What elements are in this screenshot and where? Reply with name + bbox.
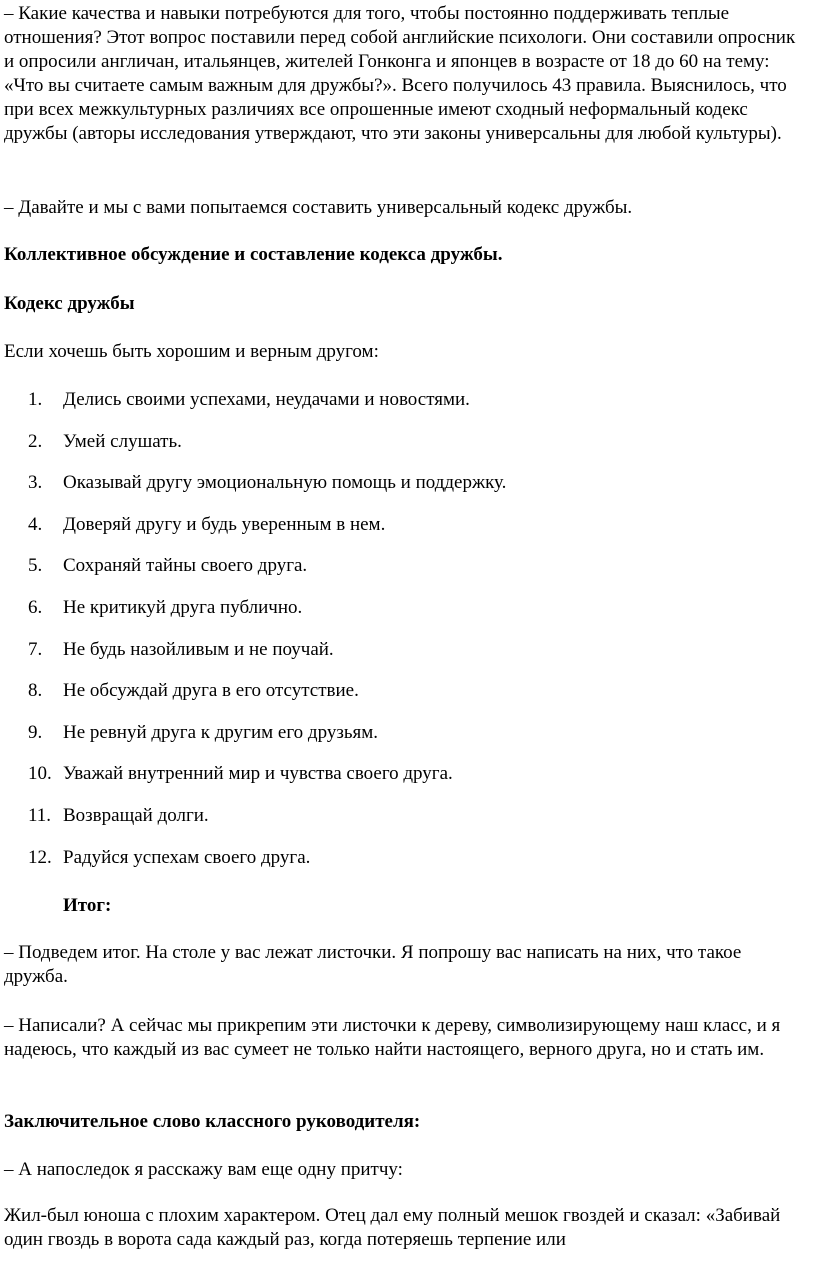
list-item-text: Уважай внутренний мир и чувства своего друга. [63, 763, 453, 785]
heading-final-word: Заключительное слово классного руководителя: [4, 1111, 421, 1132]
list-item-number: 5. [28, 555, 43, 577]
list-item-text: Не будь назойливым и не поучай. [63, 638, 334, 660]
list-item [0, 430, 810, 472]
heading-discussion: Коллективное обсуждение и составление кодекса дружбы. [4, 244, 503, 265]
list-item-text: Сохраняй тайны своего друга. [63, 555, 308, 577]
list-item-text: Оказывай другу эмоциональную помощь и поддержку. [63, 472, 507, 494]
story-paragraph: Жил-был юноша с плохим характером. Отец дал ему полный мешок гвоздей и сказал: «Забивай один гвоздь в ворота сада каждый раз, когда потеряешь терпение или [4, 1205, 781, 1250]
list-item [0, 762, 810, 804]
list-item-number: 8. [28, 680, 43, 702]
heading-friendship-code: Кодекс дружбы [4, 293, 135, 314]
friendship-rules-list [0, 388, 810, 887]
heading-result: Итог: [63, 895, 112, 916]
list-item-text: Доверяй другу и будь уверенным в нем. [63, 513, 386, 535]
written-paragraph: – Написали? А сейчас мы прикрепим эти листочки к дереву, символизирующему наш класс, и я надеюсь, что каждый из вас сумеет не только найти настоящего, верного друга, но и стать им. [4, 1015, 781, 1060]
list-item-number: 9. [28, 721, 43, 743]
list-item-number: 4. [28, 513, 43, 535]
list-item-text: Делись своими успехами, неудачами и новостями. [63, 389, 470, 410]
list-item-number: 10. [28, 763, 52, 785]
list-item-number: 1. [28, 389, 43, 410]
list-item-number: 3. [28, 472, 43, 494]
list-item-text: Возвращай долги. [63, 804, 209, 826]
suggestion-paragraph: – Давайте и мы с вами попытаемся составить универсальный кодекс дружбы. [4, 197, 633, 218]
list-item [0, 846, 810, 888]
rules-lead-text: Если хочешь быть хорошим и верным другом: [4, 341, 379, 362]
list-item-text: Умей слушать. [63, 430, 182, 452]
summary-paragraph: – Подведем итог. На столе у вас лежат листочки. Я попрошу вас написать на них, что такое дружба. [4, 942, 742, 987]
list-item [0, 804, 810, 846]
list-item-number: 7. [28, 638, 43, 660]
list-item [0, 638, 810, 680]
list-item-number: 6. [28, 596, 43, 618]
list-item-text: Не ревнуй друга к другим его друзьям. [63, 721, 379, 743]
list-item [0, 554, 810, 596]
parable-intro-paragraph: – А напоследок я расскажу вам еще одну притчу: [4, 1159, 403, 1180]
list-item-number: 11. [28, 804, 52, 826]
list-item [0, 388, 810, 430]
intro-paragraph: – Какие качества и навыки потребуются для того, чтобы постоянно поддерживать теплые отношения? Этот вопрос поставили перед собой английские психологи. Они составили опросник и опросили англичан, итальянцев, жителей Гонконга и японцев в возрасте от 18 до 60 на тему: «Что вы считаете самым важным для дружбы?». Всего получилось 43 правила. Выяснилось, что при всех межкультурных различиях все опрошенные имеют сходный неформальный кодекс дружбы (авторы исследования утверждают, что эти законы универсальны для любой культуры). [4, 3, 796, 144]
list-item-text: Не критикуй друга публично. [63, 596, 303, 618]
list-item [0, 513, 810, 555]
list-item-text: Не обсуждай друга в его отсутствие. [63, 680, 359, 702]
list-item-number: 12. [28, 846, 52, 868]
list-item-text: Радуйся успехам своего друга. [63, 846, 311, 868]
list-item-number: 2. [28, 430, 43, 452]
list-item [0, 471, 810, 513]
list-item [0, 596, 810, 638]
list-item [0, 679, 810, 721]
list-item [0, 721, 810, 763]
